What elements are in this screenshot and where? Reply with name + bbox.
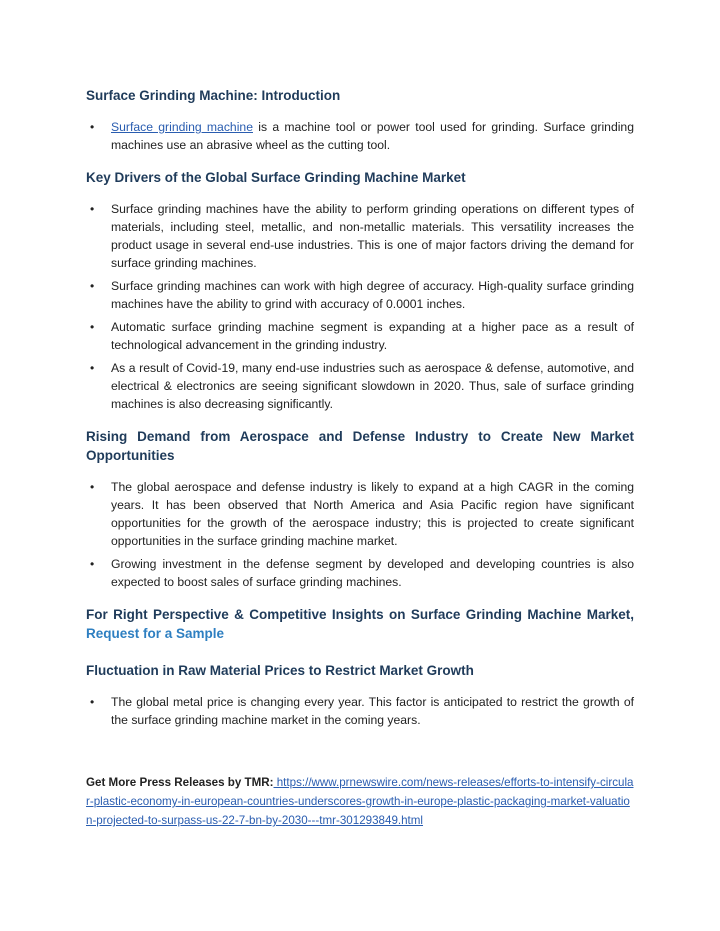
- list-item-text: Surface grinding machines have the ability to perform grinding operations on different types of materials, including steel, metallic, and non-metallic materials. This versatility increases the product usage in several end-use industries. This is one of major factors driving the demand for surface grinding machines.: [111, 202, 634, 270]
- section-heading-raw-material: Fluctuation in Raw Material Prices to Restrict Market Growth: [86, 663, 474, 678]
- list-item-text: is a machine tool or power tool used for grinding. Surface grinding machines use an abrasive wheel as the cutting tool.: [111, 120, 634, 152]
- list-item-text: Growing investment in the defense segment by developed and developing countries is also expected to boost sales of surface grinding machines.: [111, 557, 634, 589]
- bullet-icon: •: [90, 320, 95, 334]
- bullet-icon: •: [90, 120, 95, 134]
- bullet-icon: •: [90, 695, 95, 709]
- bullet-icon: •: [90, 279, 95, 293]
- press-releases-label: Get More Press Releases by TMR:: [86, 776, 274, 789]
- list-item-text: As a result of Covid-19, many end-use industries such as aerospace & defense, automotive, and electrical & electronics are seeing significant slowdown in 2020. Thus, sale of surface grinding machines is also decreasing significantly.: [111, 361, 634, 411]
- section-heading-introduction: Surface Grinding Machine: Introduction: [86, 88, 341, 103]
- list-item: [86, 200, 634, 272]
- bullet-list-key-drivers: [86, 200, 634, 413]
- list-item: [86, 359, 634, 413]
- list-item-text: The global metal price is changing every year. This factor is anticipated to restrict the growth of the surface grinding machine market in the coming years.: [111, 695, 634, 727]
- list-item-text: Surface grinding machines can work with high degree of accuracy. High-quality surface grinding machines have the ability to grind with accuracy of 0.0001 inches.: [111, 279, 634, 311]
- request-sample-link[interactable]: Request for a Sample: [86, 626, 225, 641]
- section-heading-aerospace-defense: Rising Demand from Aerospace and Defense Industry to Create New Market Opportunities: [86, 429, 634, 463]
- list-item: [86, 318, 634, 354]
- bullet-list-raw-material: [86, 693, 634, 729]
- bullet-list-aerospace-defense: [86, 478, 634, 591]
- bullet-icon: •: [90, 202, 95, 216]
- bullet-icon: •: [90, 361, 95, 375]
- list-item: [86, 118, 634, 154]
- press-release-url-link[interactable]: https://www.prnewswire.com/news-releases/efforts-to-intensify-circular-plastic-economy-in-european-countries-underscores-growth-in-europe-plastic-packaging-market-valuation-projected-to-surpass-us-22-7-bn-by-2030---tmr-301293849.html: [86, 776, 634, 827]
- list-item: [86, 478, 634, 550]
- bullet-icon: •: [90, 480, 95, 494]
- list-item: [86, 277, 634, 313]
- perspective-heading-text: For Right Perspective & Competitive Insights on Surface Grinding Machine Market,: [86, 607, 634, 622]
- list-item-text: The global aerospace and defense industry is likely to expand at a high CAGR in the coming years. It has been observed that North America and Asia Pacific region have significant opportunities for the growth of the aerospace industry; this is projected to create significant opportunities in the surface grinding machine market.: [111, 480, 634, 548]
- section-heading-perspective: [86, 605, 634, 643]
- list-item-text: Automatic surface grinding machine segment is expanding at a higher pace as a result of technological advancement in the grinding industry.: [111, 320, 634, 352]
- list-item: [86, 693, 634, 729]
- bullet-icon: •: [90, 557, 95, 571]
- section-heading-key-drivers: Key Drivers of the Global Surface Grinding Machine Market: [86, 170, 466, 185]
- list-item: [86, 555, 634, 591]
- press-releases-line: [86, 773, 634, 830]
- surface-grinding-machine-link[interactable]: Surface grinding machine: [111, 120, 253, 134]
- bullet-list-introduction: [86, 118, 634, 154]
